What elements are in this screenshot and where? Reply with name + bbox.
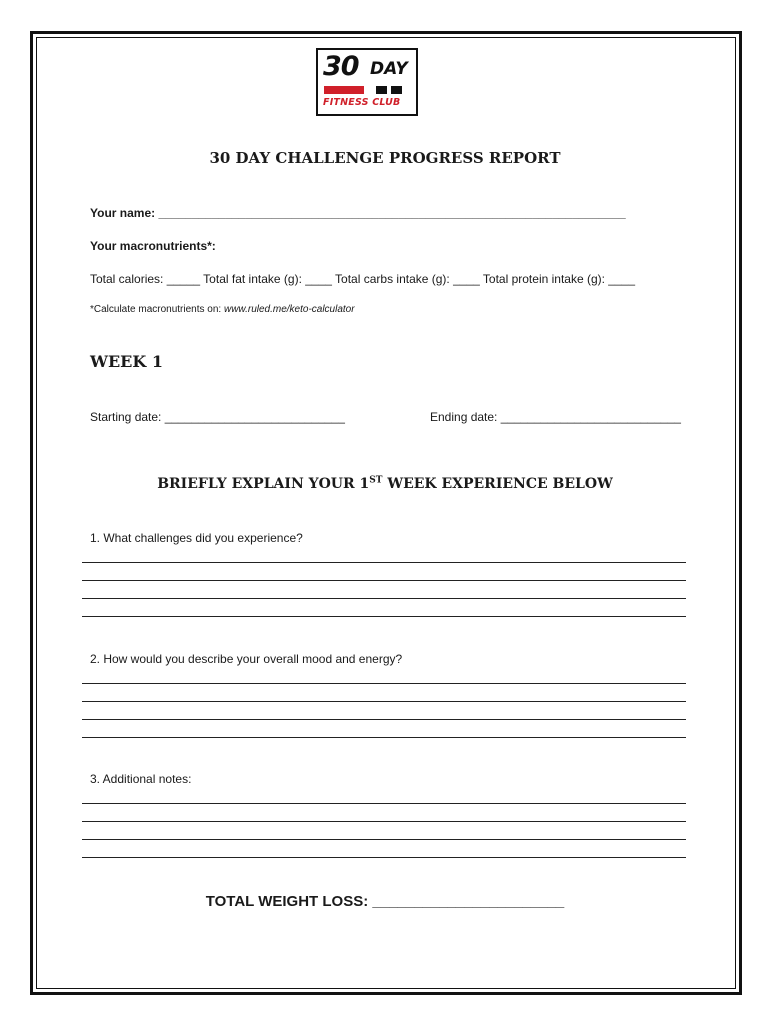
explain-heading-text: BRIEFLY EXPLAIN YOUR 1 [157, 476, 370, 492]
calculator-note [90, 304, 355, 315]
page-title: 30 DAY CHALLENGE PROGRESS REPORT [209, 149, 561, 167]
answer-line[interactable] [82, 857, 686, 858]
ending-date-field[interactable]: Ending date: ___________________________ [430, 410, 681, 424]
calculator-link[interactable]: www.ruled.me/keto-calculator [223, 304, 355, 315]
logo-day: DAY [370, 59, 408, 79]
calculator-note-prefix: *Calculate macronutrients on: [90, 304, 224, 315]
explain-heading-text-end: WEEK EXPERIENCE BELOW [382, 476, 613, 492]
fitness-club-logo [316, 48, 418, 116]
logo-number: 30 [323, 51, 359, 82]
answer-line[interactable] [82, 562, 686, 563]
answer-line[interactable] [82, 719, 686, 720]
answer-line[interactable] [82, 598, 686, 599]
week-heading: WEEK 1 [90, 352, 163, 371]
name-field[interactable]: Your name: ______________________________________________________________________ [90, 206, 626, 220]
answer-line[interactable] [82, 683, 686, 684]
page-border-inner [36, 37, 736, 989]
answer-line[interactable] [82, 821, 686, 822]
answer-line[interactable] [82, 701, 686, 702]
answer-line[interactable] [82, 580, 686, 581]
logo-red-bar [324, 86, 364, 94]
logo-block [391, 86, 402, 94]
macros-heading: Your macronutrients*: [90, 239, 216, 253]
question-1: 1. What challenges did you experience? [90, 531, 303, 545]
macros-fields[interactable]: Total calories: _____ Total fat intake (g): ____ Total carbs intake (g): ____ Total protein intake (g): ____ [90, 272, 635, 286]
total-weight-loss-field[interactable]: TOTAL WEIGHT LOSS: _______________________ [205, 893, 565, 910]
logo-block [376, 86, 387, 94]
question-2: 2. How would you describe your overall mood and energy? [90, 652, 403, 666]
starting-date-field[interactable]: Starting date: ___________________________ [90, 410, 345, 424]
answer-line[interactable] [82, 803, 686, 804]
answer-line[interactable] [82, 839, 686, 840]
explain-heading [0, 476, 770, 492]
logo-subtitle: FITNESS CLUB [323, 97, 401, 108]
question-3: 3. Additional notes: [90, 772, 192, 786]
explain-heading-superscript: ST [369, 475, 383, 486]
answer-line[interactable] [82, 737, 686, 738]
answer-line[interactable] [82, 616, 686, 617]
